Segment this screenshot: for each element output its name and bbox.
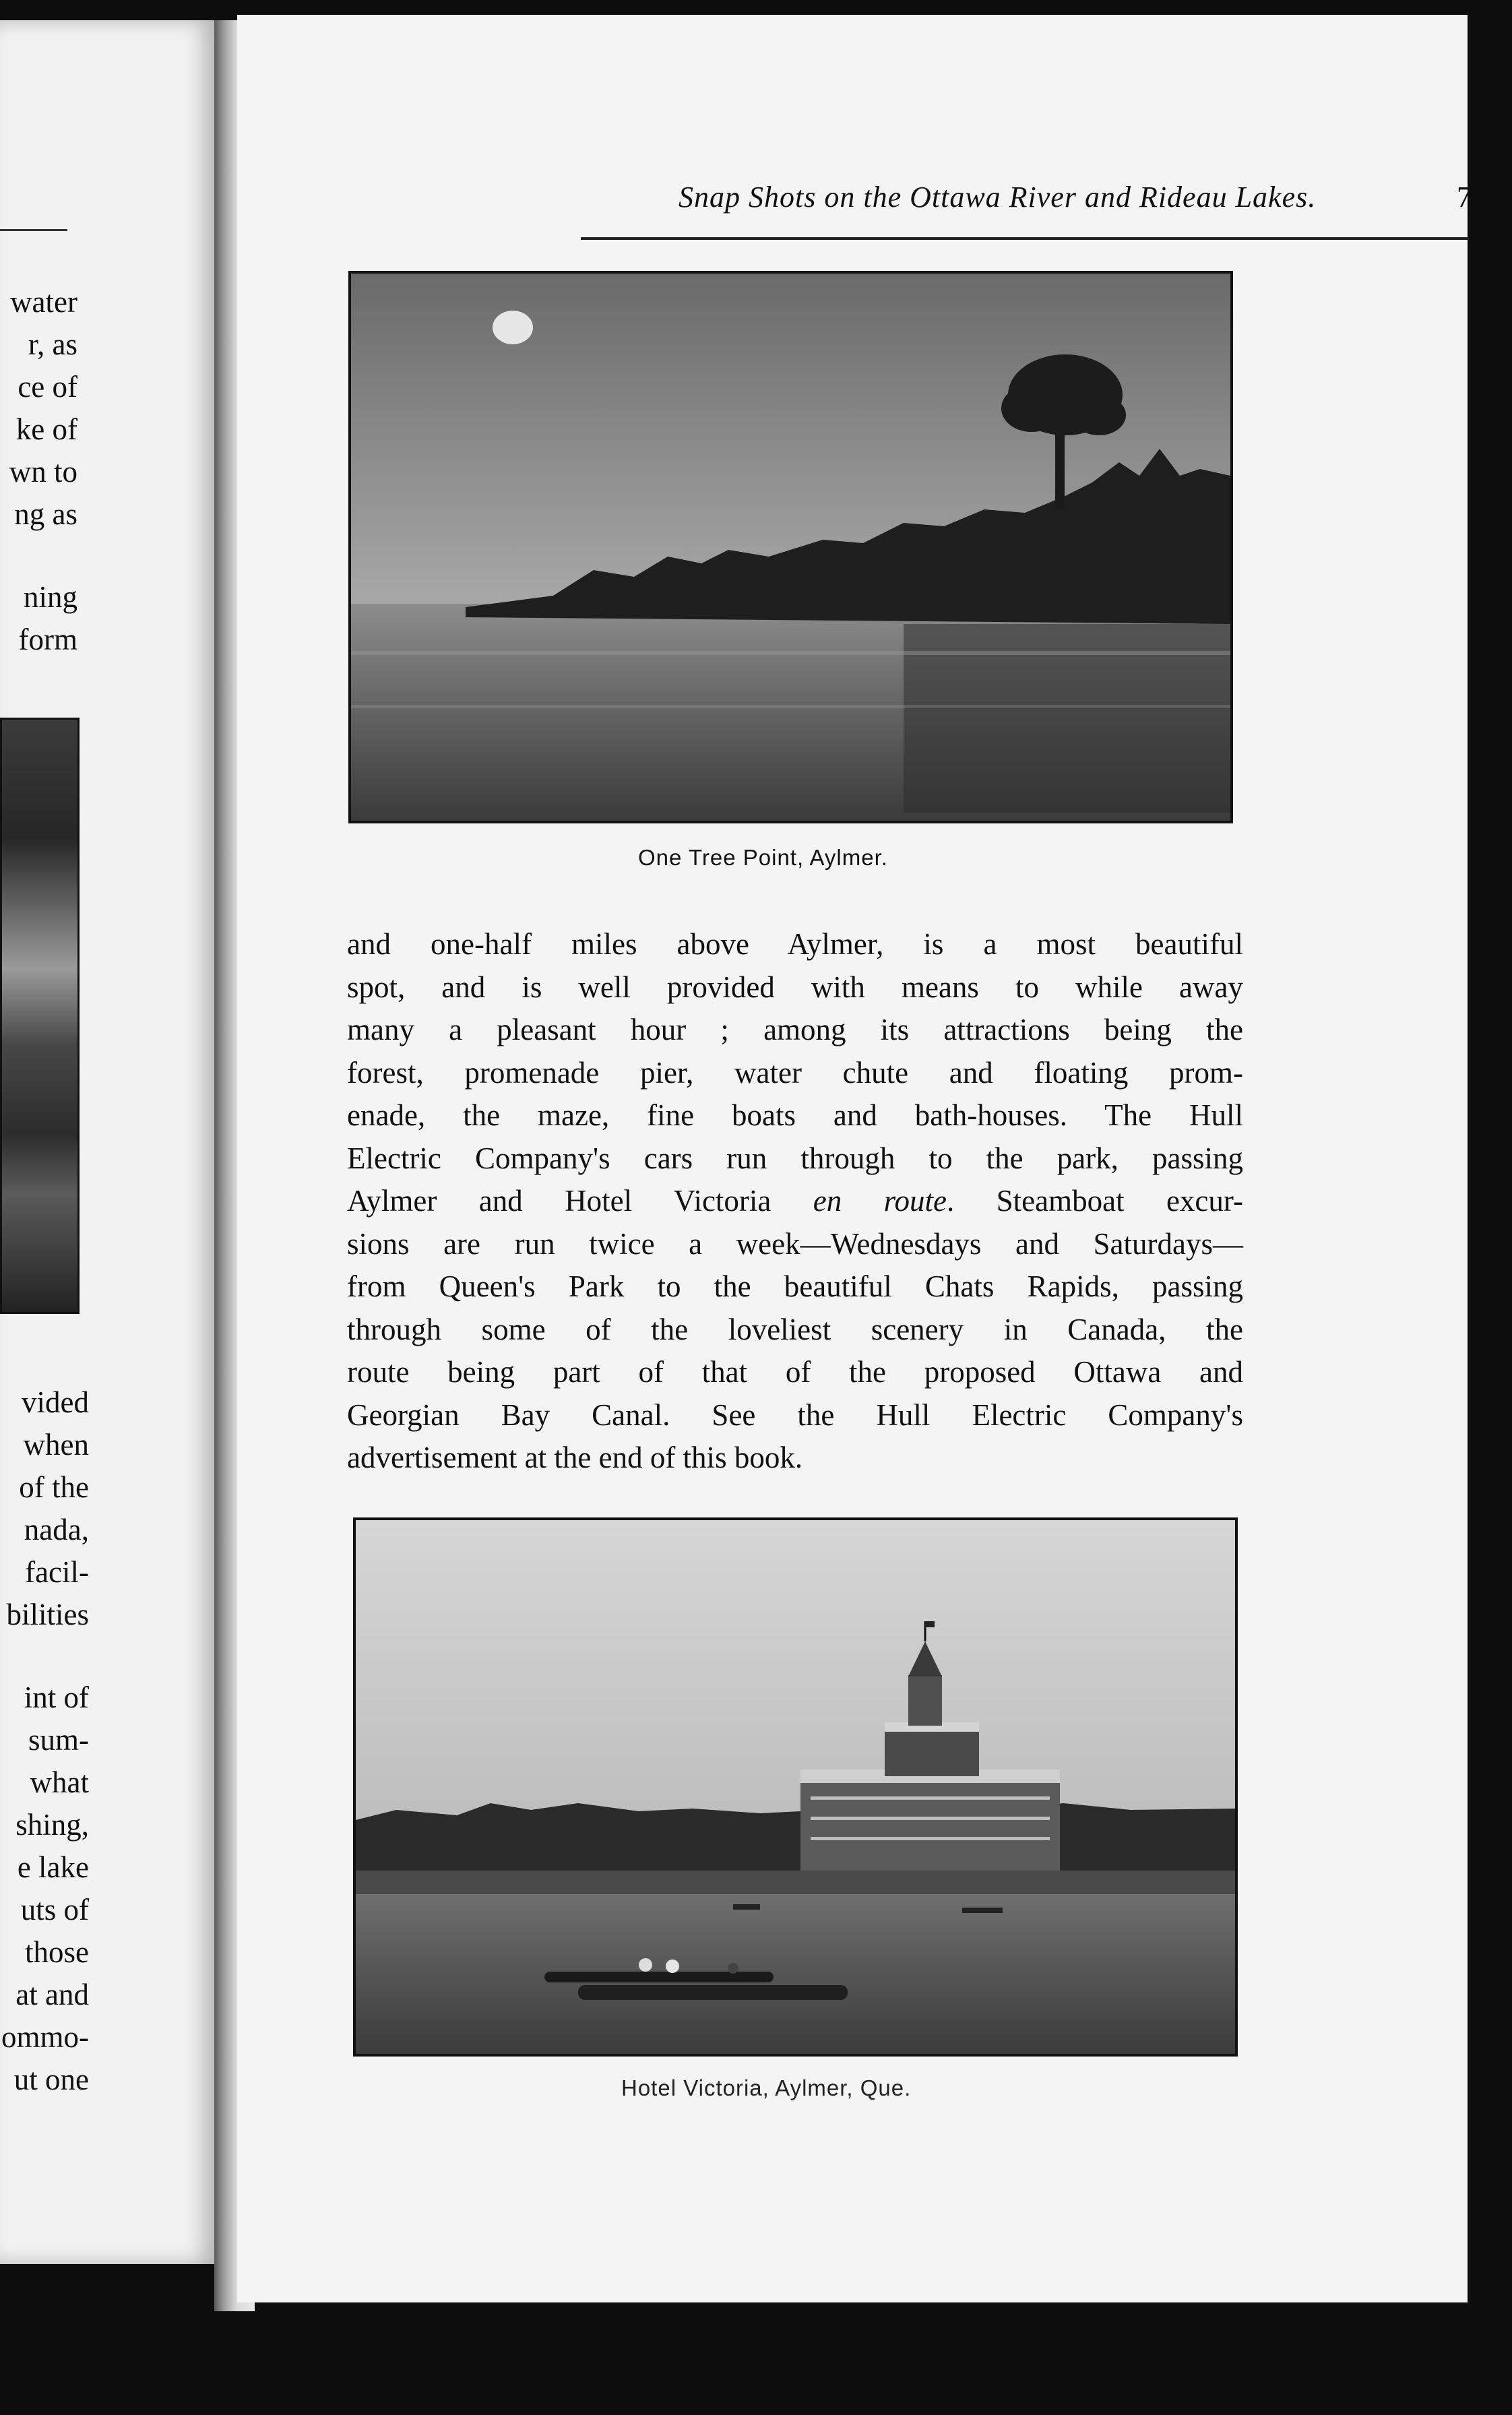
- body-line: sions are run twice a week—Wednesdays and Saturdays—: [347, 1226, 1243, 1261]
- left-text-line: ommo-: [1, 2020, 89, 2054]
- body-line-part: . Steamboat excur-: [946, 1184, 1243, 1218]
- left-text-line: those: [25, 1935, 89, 1969]
- photo-one-tree-point: [348, 271, 1233, 823]
- left-text-line: vided: [22, 1385, 89, 1419]
- body-line: route being part of that of the proposed Ottawa and: [347, 1355, 1243, 1389]
- left-text-line: of the: [19, 1470, 89, 1504]
- left-text-line: int of: [24, 1681, 89, 1714]
- page-number: 7: [1457, 181, 1472, 214]
- left-text-line: r, as: [28, 327, 77, 361]
- body-line-en-route: [347, 1180, 1243, 1223]
- body-line: advertisement at the end of this book.: [347, 1441, 803, 1474]
- left-text-line: shing,: [15, 1808, 89, 1842]
- left-text-line: when: [23, 1428, 89, 1462]
- left-text-line: e lake: [17, 1850, 89, 1884]
- body-line: and one-half miles above Aylmer, is a most beautiful: [347, 927, 1243, 961]
- left-text-line: uts of: [20, 1893, 89, 1926]
- left-text-line: at and: [15, 1978, 89, 2011]
- caption-hotel-victoria: Hotel Victoria, Aylmer, Que.: [621, 2075, 912, 2100]
- caption-one-tree-point: One Tree Point, Aylmer.: [638, 845, 888, 870]
- body-paragraph: [347, 923, 1243, 1480]
- right-page: [237, 15, 1472, 2302]
- left-text-line: facil-: [25, 1555, 89, 1589]
- body-line: enade, the maze, fine boats and bath-houses. The Hull: [347, 1098, 1243, 1132]
- photo-one-tree-point-image: [351, 274, 1230, 821]
- body-line: spot, and is well provided with means to while away: [347, 970, 1243, 1004]
- left-text-line: form: [18, 623, 77, 656]
- body-line: through some of the loveliest scenery in Canada, the: [347, 1312, 1243, 1346]
- body-line: Electric Company's cars run through to the park, passing: [347, 1141, 1243, 1175]
- left-text-line: nada,: [24, 1513, 89, 1546]
- body-line: Georgian Bay Canal. See the Hull Electric Company's: [347, 1398, 1243, 1432]
- body-line: from Queen's Park to the beautiful Chats Rapids, passing: [347, 1269, 1243, 1303]
- left-text-line: ke of: [15, 412, 77, 446]
- left-text-line: ng as: [14, 497, 77, 531]
- en-route-italic: en route: [813, 1184, 947, 1218]
- left-text-line: sum-: [28, 1723, 89, 1757]
- photo-hotel-victoria-image: [356, 1520, 1235, 2054]
- photo-hotel-victoria: [353, 1517, 1238, 2057]
- left-text-line: ut one: [13, 2063, 89, 2096]
- running-title: Snap Shots on the Ottawa River and Rideau Lakes.: [679, 181, 1317, 214]
- left-header-rule: [0, 229, 67, 231]
- left-page-photo: [0, 718, 80, 1314]
- body-line: forest, promenade pier, water chute and floating prom-: [347, 1055, 1243, 1090]
- body-line-part: Aylmer and Hotel Victoria: [347, 1184, 813, 1218]
- left-text-line: wn to: [9, 455, 77, 489]
- header-rule: [581, 237, 1469, 240]
- left-text-line: what: [30, 1765, 89, 1799]
- left-page-fragment: [0, 20, 216, 2264]
- left-text-line: water: [10, 285, 77, 319]
- body-line: many a pleasant hour ; among its attractions being the: [347, 1013, 1243, 1046]
- left-text-line: ning: [23, 580, 77, 614]
- left-text-line: ce of: [18, 370, 77, 404]
- left-text-line: bilities: [6, 1598, 89, 1631]
